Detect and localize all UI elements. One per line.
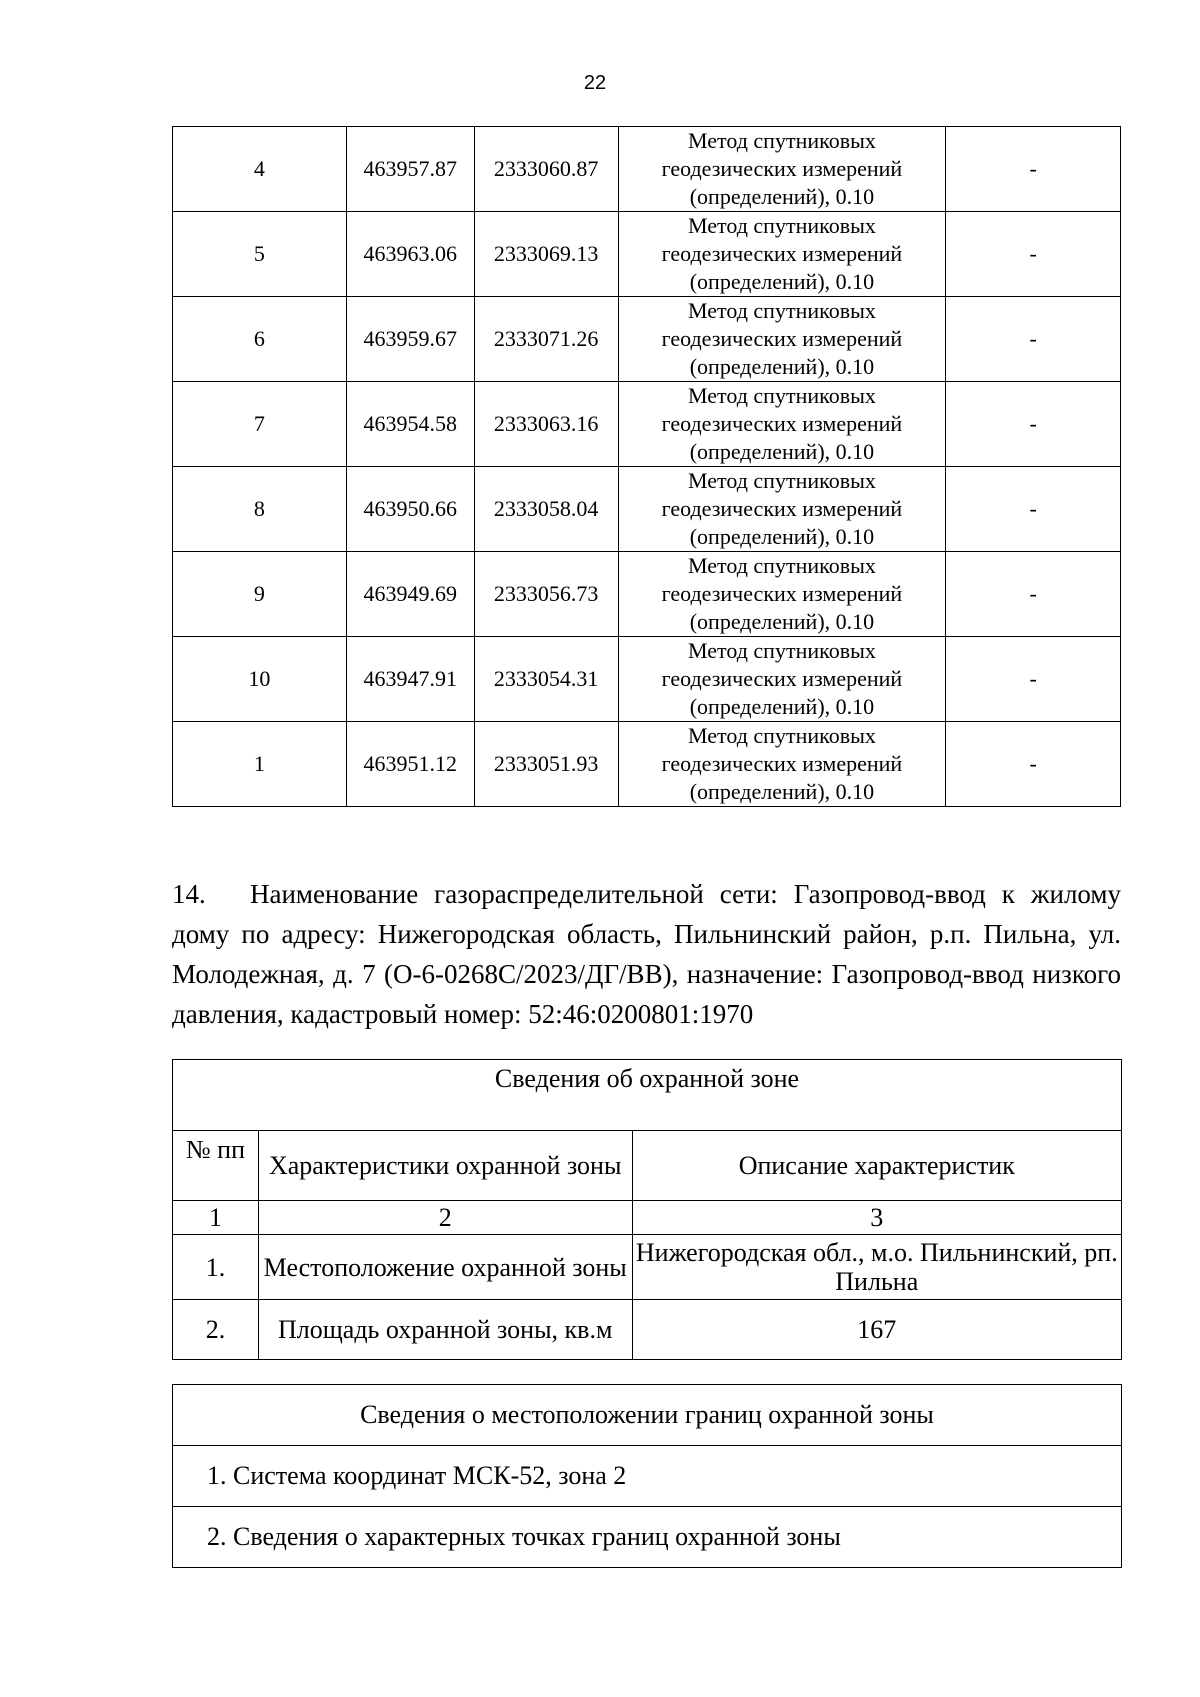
method-line: (определений), 0.10 — [689, 779, 875, 804]
method-cell — [618, 212, 946, 297]
method-line: геодезических измерений — [661, 326, 903, 351]
x-coordinate-cell: 463951.12 — [346, 722, 474, 807]
method-cell — [618, 722, 946, 807]
method-line: геодезических измерений — [661, 496, 903, 521]
note-cell: - — [946, 127, 1121, 212]
x-coordinate-cell: 463957.87 — [346, 127, 474, 212]
index-cell: 1 — [173, 1201, 259, 1235]
method-line: (определений), 0.10 — [689, 354, 875, 379]
point-number-cell: 7 — [173, 382, 347, 467]
point-number-cell: 9 — [173, 552, 347, 637]
method-line: Метод спутниковых — [688, 638, 876, 663]
header-description: Описание характеристик — [632, 1131, 1121, 1201]
row-characteristic: Площадь охранной зоны, кв.м — [258, 1300, 632, 1360]
section-text: Наименование газораспределительной сети: Газопровод-ввод к жилому дому по адресу: Нижегородская область, Пильнинский район, р.п. Пильна, ул. Молодежная, д. 7 (О-6-0268С/2023/ДГ/ВВ), назначение: Газопровод-ввод низкого давления, кадастровый номер: 52:46:0200801:1970 — [172, 879, 1121, 1029]
method-line: геодезических измерений — [661, 411, 903, 436]
y-coordinate-cell: 2333071.26 — [474, 297, 618, 382]
coordinates-table-body — [173, 127, 1121, 807]
note-cell: - — [946, 212, 1121, 297]
row-description: Нижегородская обл., м.о. Пильнинский, рп. Пильна — [632, 1235, 1121, 1300]
method-cell — [618, 297, 946, 382]
x-coordinate-cell: 463963.06 — [346, 212, 474, 297]
note-cell: - — [946, 382, 1121, 467]
table-row — [173, 127, 1121, 212]
method-line: геодезических измерений — [661, 751, 903, 776]
method-line: геодезических измерений — [661, 156, 903, 181]
table-row — [173, 552, 1121, 637]
y-coordinate-cell: 2333063.16 — [474, 382, 618, 467]
method-cell — [618, 467, 946, 552]
method-cell — [618, 552, 946, 637]
point-number-cell: 5 — [173, 212, 347, 297]
x-coordinate-cell: 463949.69 — [346, 552, 474, 637]
method-line: (определений), 0.10 — [689, 694, 875, 719]
point-number-cell: 10 — [173, 637, 347, 722]
method-line: Метод спутниковых — [688, 213, 876, 238]
method-line: Метод спутниковых — [688, 723, 876, 748]
y-coordinate-cell: 2333060.87 — [474, 127, 618, 212]
point-number-cell: 4 — [173, 127, 347, 212]
point-number-cell: 1 — [173, 722, 347, 807]
row-description: 167 — [632, 1300, 1121, 1360]
table-row — [173, 467, 1121, 552]
method-line: (определений), 0.10 — [689, 439, 875, 464]
method-line: Метод спутниковых — [688, 383, 876, 408]
note-cell: - — [946, 467, 1121, 552]
table-row — [173, 637, 1121, 722]
method-line: Метод спутниковых — [688, 128, 876, 153]
boundary-item: 1. Система координат МСК-52, зона 2 — [173, 1446, 1122, 1507]
coordinates-table — [172, 126, 1121, 807]
y-coordinate-cell: 2333058.04 — [474, 467, 618, 552]
note-cell: - — [946, 552, 1121, 637]
x-coordinate-cell: 463959.67 — [346, 297, 474, 382]
section-14 — [172, 874, 1121, 1034]
table-row — [173, 722, 1121, 807]
point-number-cell: 8 — [173, 467, 347, 552]
method-cell — [618, 382, 946, 467]
y-coordinate-cell: 2333051.93 — [474, 722, 618, 807]
section-number: 14. — [172, 879, 206, 909]
method-line: геодезических измерений — [661, 581, 903, 606]
x-coordinate-cell: 463954.58 — [346, 382, 474, 467]
note-cell: - — [946, 637, 1121, 722]
header-characteristics: Характеристики охранной зоны — [258, 1131, 632, 1201]
boundary-table-title: Сведения о местоположении границ охранной зоны — [173, 1385, 1122, 1446]
y-coordinate-cell: 2333069.13 — [474, 212, 618, 297]
header-num: № пп — [173, 1131, 259, 1201]
method-line: (определений), 0.10 — [689, 184, 875, 209]
zone-info-table — [172, 1059, 1122, 1360]
boundary-item: 2. Сведения о характерных точках границ охранной зоны — [173, 1507, 1122, 1568]
method-line: Метод спутниковых — [688, 468, 876, 493]
x-coordinate-cell: 463950.66 — [346, 467, 474, 552]
index-cell: 2 — [258, 1201, 632, 1235]
method-line: Метод спутниковых — [688, 553, 876, 578]
table-row — [173, 382, 1121, 467]
method-line: (определений), 0.10 — [689, 524, 875, 549]
page-number: 22 — [583, 72, 607, 94]
point-number-cell: 6 — [173, 297, 347, 382]
row-num: 2. — [173, 1300, 259, 1360]
row-characteristic: Местоположение охранной зоны — [258, 1235, 632, 1300]
y-coordinate-cell: 2333054.31 — [474, 637, 618, 722]
y-coordinate-cell: 2333056.73 — [474, 552, 618, 637]
row-num: 1. — [173, 1235, 259, 1300]
method-line: (определений), 0.10 — [689, 609, 875, 634]
note-cell: - — [946, 297, 1121, 382]
index-cell: 3 — [632, 1201, 1121, 1235]
x-coordinate-cell: 463947.91 — [346, 637, 474, 722]
method-line: геодезических измерений — [661, 666, 903, 691]
table-row — [173, 1300, 1122, 1360]
note-cell: - — [946, 722, 1121, 807]
method-line: (определений), 0.10 — [689, 269, 875, 294]
zone-table-title: Сведения об охранной зоне — [173, 1060, 1122, 1131]
table-row — [173, 1235, 1122, 1300]
method-line: Метод спутниковых — [688, 298, 876, 323]
table-row — [173, 212, 1121, 297]
method-line: геодезических измерений — [661, 241, 903, 266]
boundary-info-table — [172, 1384, 1122, 1568]
table-row — [173, 297, 1121, 382]
method-cell — [618, 127, 946, 212]
method-cell — [618, 637, 946, 722]
